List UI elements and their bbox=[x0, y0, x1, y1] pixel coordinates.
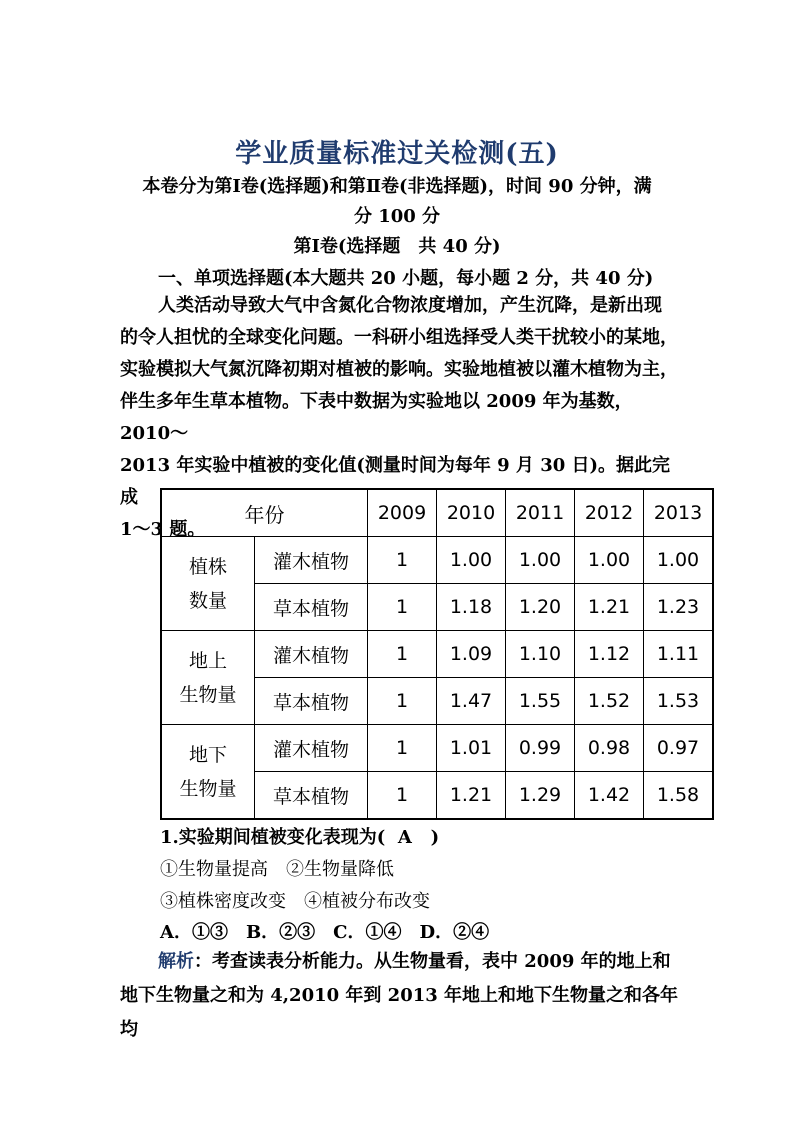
value-cell: 1 bbox=[368, 537, 437, 584]
group-label-line: 地上 bbox=[188, 649, 227, 672]
value-cell: 1.10 bbox=[506, 631, 575, 678]
value-cell: 1.12 bbox=[575, 631, 644, 678]
table-header-year: 2012 bbox=[575, 489, 644, 537]
analysis-paragraph bbox=[120, 945, 680, 1047]
question-stem-text: 1.实验期间植被变化表现为( bbox=[160, 827, 386, 848]
value-cell: 1.00 bbox=[437, 537, 506, 584]
question-1-choices: A．①③ B．②③ C．①④ D．②④ bbox=[160, 922, 490, 943]
intro-line: 伴生多年生草本植物。下表中数据为实验地以 2009 年为基数，2010～ bbox=[120, 391, 633, 444]
value-cell: 1 bbox=[368, 725, 437, 772]
table-row bbox=[161, 537, 713, 584]
analysis-label: 解析 bbox=[158, 951, 194, 972]
plant-type-cell: 灌木植物 bbox=[255, 725, 368, 772]
group-label-line: 数量 bbox=[188, 589, 227, 612]
page-title: 学业质量标准过关检测(五) bbox=[235, 139, 559, 169]
table-header-year: 2013 bbox=[644, 489, 714, 537]
value-cell: 1.42 bbox=[575, 772, 644, 820]
intro-line: 实验模拟大气氮沉降初期对植被的影响。实验地植被以灌木植物为主， bbox=[120, 359, 678, 380]
value-cell: 1 bbox=[368, 678, 437, 725]
group-label-line: 生物量 bbox=[179, 683, 237, 706]
value-cell: 1.11 bbox=[644, 631, 714, 678]
value-cell: 1 bbox=[368, 584, 437, 631]
value-cell: 1.00 bbox=[644, 537, 714, 584]
plant-type-cell: 灌木植物 bbox=[255, 631, 368, 678]
value-cell: 0.99 bbox=[506, 725, 575, 772]
value-cell: 0.98 bbox=[575, 725, 644, 772]
group-label-aboveground-biomass bbox=[161, 631, 255, 725]
question-1-stem bbox=[160, 822, 439, 854]
group-label-line: 地下 bbox=[188, 743, 227, 766]
exam-note-line-2: 分 100 分 bbox=[353, 206, 441, 227]
intro-line: 人类活动导致大气中含氮化合物浓度增加，产生沉降，是新出现 bbox=[158, 295, 662, 316]
table-header-year: 2010 bbox=[437, 489, 506, 537]
group-label-plant-count bbox=[161, 537, 255, 631]
value-cell: 1 bbox=[368, 772, 437, 820]
question-stem-close: ) bbox=[430, 827, 440, 848]
table-header-row bbox=[161, 489, 713, 537]
value-cell: 1.55 bbox=[506, 678, 575, 725]
table-header-year: 2011 bbox=[506, 489, 575, 537]
vegetation-change-table bbox=[160, 488, 714, 820]
intro-line: 2013 年实验中植被的变化值(测量时间为每年 9 月 30 日)。据此完成 bbox=[120, 455, 671, 508]
section-heading: 一、单项选择题(本大题共 20 小题，每小题 2 分，共 40 分) bbox=[158, 268, 654, 289]
part-title: 第Ⅰ卷(选择题 共 40 分) bbox=[293, 236, 501, 257]
exam-note-line-1: 本卷分为第Ⅰ卷(选择题)和第Ⅱ卷(非选择题)，时间 90 分钟，满 bbox=[142, 176, 652, 197]
question-1-options-line-2: ③植株密度改变 ④植被分布改变 bbox=[160, 891, 430, 912]
value-cell: 1.09 bbox=[437, 631, 506, 678]
value-cell: 1.01 bbox=[437, 725, 506, 772]
value-cell: 1.58 bbox=[644, 772, 714, 820]
group-label-line: 生物量 bbox=[179, 777, 237, 800]
value-cell: 1.00 bbox=[575, 537, 644, 584]
value-cell: 1.18 bbox=[437, 584, 506, 631]
value-cell: 1.20 bbox=[506, 584, 575, 631]
plant-type-cell: 草本植物 bbox=[255, 772, 368, 820]
value-cell: 1.52 bbox=[575, 678, 644, 725]
analysis-text: ：考查读表分析能力。从生物量看，表中 2009 年的地上和地下生物量之和为 4,2010 年到 2013 年地上和地下生物量之和各年均 bbox=[120, 951, 679, 1040]
value-cell: 1.29 bbox=[506, 772, 575, 820]
table-header-year-label: 年份 bbox=[161, 489, 368, 537]
plant-type-cell: 草本植物 bbox=[255, 678, 368, 725]
question-1-options-line-1: ①生物量提高 ②生物量降低 bbox=[160, 859, 394, 880]
group-label-line: 植株 bbox=[188, 555, 227, 578]
intro-line: 1～3 题。 bbox=[120, 519, 206, 540]
intro-line: 的令人担忧的全球变化问题。一科研小组选择受人类干扰较小的某地， bbox=[120, 327, 678, 348]
question-answer: A bbox=[397, 827, 412, 848]
value-cell: 0.97 bbox=[644, 725, 714, 772]
table-row bbox=[161, 631, 713, 678]
value-cell: 1.23 bbox=[644, 584, 714, 631]
value-cell: 1.53 bbox=[644, 678, 714, 725]
value-cell: 1.00 bbox=[506, 537, 575, 584]
table-row bbox=[161, 725, 713, 772]
value-cell: 1.21 bbox=[437, 772, 506, 820]
value-cell: 1 bbox=[368, 631, 437, 678]
plant-type-cell: 草本植物 bbox=[255, 584, 368, 631]
table-header-year: 2009 bbox=[368, 489, 437, 537]
group-label-belowground-biomass bbox=[161, 725, 255, 820]
value-cell: 1.21 bbox=[575, 584, 644, 631]
value-cell: 1.47 bbox=[437, 678, 506, 725]
plant-type-cell: 灌木植物 bbox=[255, 537, 368, 584]
